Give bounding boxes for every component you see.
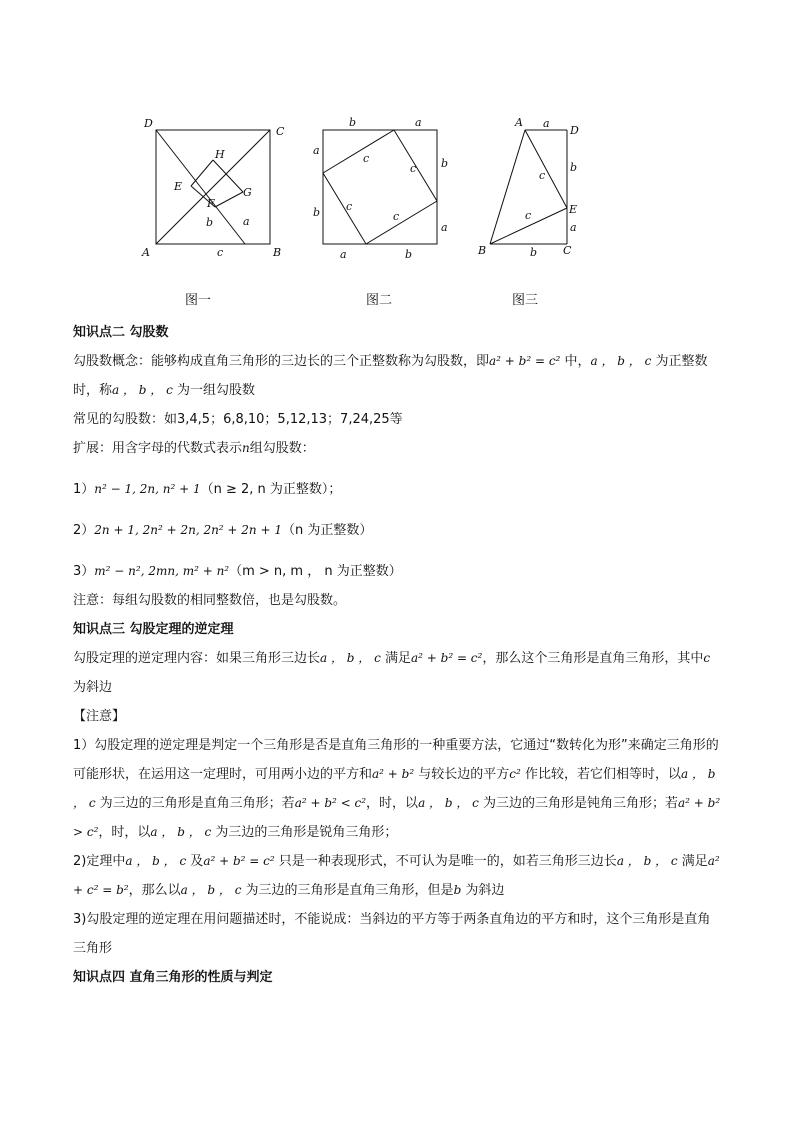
label-c: c — [346, 200, 353, 213]
label-H: H — [215, 148, 225, 161]
note-item-2: 2)定理中a ， b ， c 及a² + b² = c² 只是一种表现形式，不可认为是唯一的，如若三角形三边长a ， b ， c 满足a² + c² = b²，那么以a ， b ， c 为三边的三角形是直角三角形，但是b 为斜边 — [73, 854, 720, 898]
figure-1-diagram — [135, 112, 295, 272]
label-b: b — [405, 248, 413, 261]
note-item-1: 1）勾股定理的逆定理是判定一个三角形是否是直角三角形的一种重要方法，它通过“数转化为形”来确定三角形的可能形状，在运用这一定理时，可用两小边的平方和a² + b² 与较长边的平方c² 作比较，若它们相等时，以a ， b ， c 为三边的三角形是直角三角形；若a² + b² < c²，时，以a ， b ， c 为三边的三角形是钝角三角形；若a² + b² > c²，时，以a ， b ， c 为三边的三角形是锐角三角形； — [73, 738, 721, 840]
label-b: b — [206, 216, 214, 229]
label-a: a — [243, 215, 250, 228]
figure-3-diagram — [475, 112, 635, 272]
label-a: a — [570, 221, 577, 234]
label-c: c — [393, 210, 400, 223]
section-4-heading: 知识点四 直角三角形的性质与判定 — [73, 970, 273, 985]
label-C: C — [563, 244, 572, 257]
label-c: c — [410, 162, 417, 175]
figure-2-diagram — [305, 112, 465, 272]
label-a: a — [543, 117, 550, 130]
section-2-heading: 知识点二 勾股数 — [73, 325, 169, 340]
formula-item-1: 1）n² − 1, 2n, n² + 1（n ≥ 2, n 为正整数）； — [73, 482, 342, 497]
section-2-note: 注意：每组勾股数的相同整数倍，也是勾股数。 — [73, 593, 347, 608]
pythagorean-triple-concept: 勾股数概念：能够构成直角三角形的三边长的三个正整数称为勾股数，即a² + b² = c² 中，a ， b ， c 为正整数时，称a ， b ， c 为一组勾股数 — [73, 354, 708, 398]
label-c: c — [525, 209, 532, 222]
label-b: b — [313, 206, 321, 219]
label-b: b — [441, 157, 449, 170]
label-b: b — [530, 246, 538, 259]
label-a: a — [441, 221, 448, 234]
label-A: A — [515, 116, 523, 129]
label-a: a — [415, 116, 422, 129]
document-content — [73, 318, 723, 992]
label-D: D — [570, 124, 579, 137]
label-a: a — [340, 248, 347, 261]
figures-row — [135, 112, 655, 312]
label-G: G — [243, 186, 252, 199]
note-item-3: 3)勾股定理的逆定理在用问题描述时，不能说成：当斜边的平方等于两条直角边的平方和时，这个三角形是直角三角形 — [73, 912, 711, 956]
label-E: E — [569, 203, 578, 216]
label-c: c — [217, 246, 224, 259]
figure-1-caption: 图一 — [185, 293, 212, 308]
label-c: c — [539, 169, 546, 182]
label-C: C — [276, 125, 285, 138]
label-c: c — [363, 152, 370, 165]
label-b: b — [349, 116, 357, 129]
label-B: B — [478, 244, 487, 257]
converse-theorem-content: 勾股定理的逆定理内容：如果三角形三边长a ， b ， c 满足a² + b² = c²，那么这个三角形是直角三角形，其中c 为斜边 — [73, 651, 711, 695]
section-3-heading: 知识点三 勾股定理的逆定理 — [73, 622, 234, 637]
label-F: F — [207, 197, 215, 210]
note-title: 【注意】 — [73, 709, 126, 724]
formula-item-2: 2）2n + 1, 2n² + 2n, 2n² + 2n + 1（n 为正整数） — [73, 523, 373, 538]
label-b: b — [570, 161, 578, 174]
label-E: E — [174, 180, 183, 193]
common-triples: 常见的勾股数：如3,4,5；6,8,10；5,12,13；7,24,25等 — [73, 412, 403, 427]
label-A: A — [142, 246, 150, 259]
figure-3-caption: 图三 — [512, 293, 539, 308]
label-a: a — [313, 144, 320, 157]
formula-item-3: 3）m² − n², 2mn, m² + n²（m > n, m ， n 为正整数） — [73, 564, 402, 579]
figure-2-caption: 图二 — [366, 293, 393, 308]
label-D: D — [144, 117, 153, 130]
extension-text: 扩展：用含字母的代数式表示n组勾股数： — [73, 441, 315, 456]
label-B: B — [273, 246, 282, 259]
